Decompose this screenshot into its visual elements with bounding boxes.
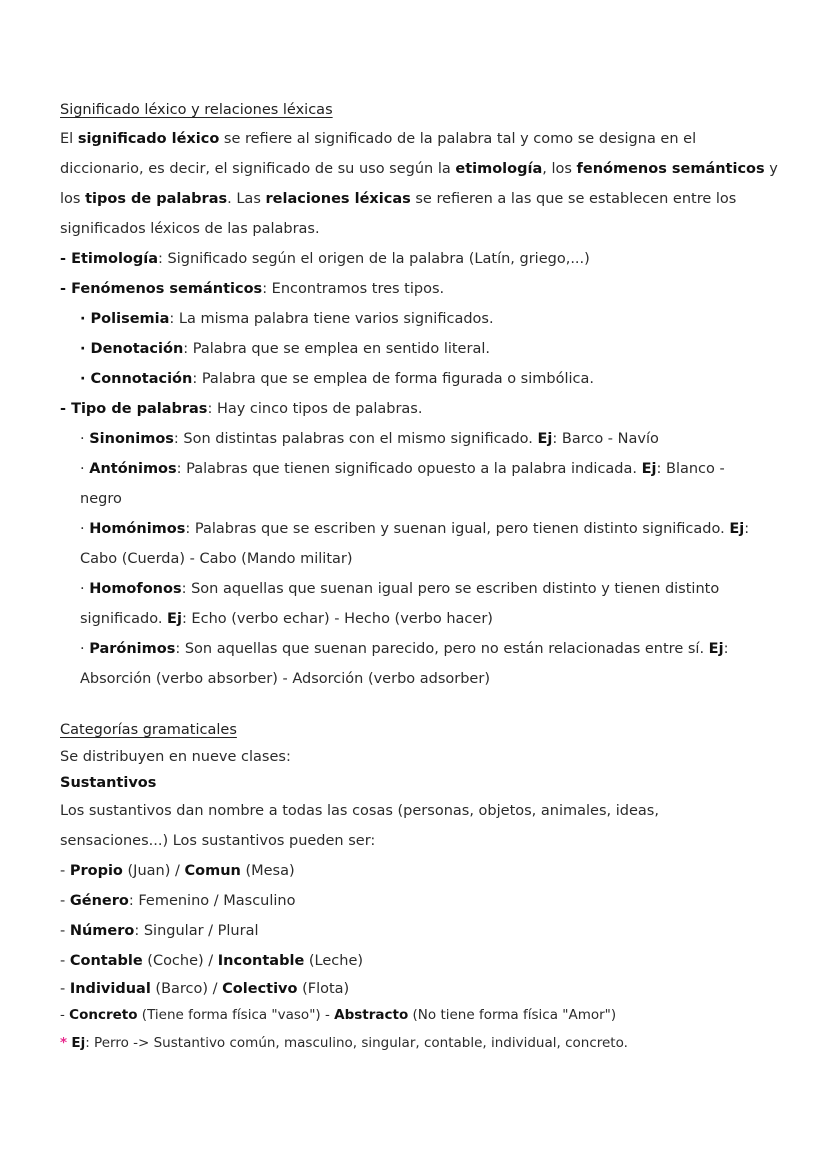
asterisk-icon: * — [60, 1035, 68, 1051]
tipos-item: - Tipo de palabras: Hay cinco tipos de palabras. — [60, 401, 423, 417]
intro-paragraph — [60, 124, 778, 244]
sustantivos-desc-line: Los sustantivos dan nombre a todas las cosas (personas, objetos, animales, ideas, — [60, 803, 659, 819]
sustantivo-type-item: - Individual (Barco) / Colectivo (Flota) — [60, 981, 350, 997]
tipo-subitem: · Homónimos: Palabras que se escriben y suenan igual, pero tienen distinto significado. Ej: — [80, 521, 750, 537]
section-spacer — [60, 694, 770, 716]
intro-line: diccionario, es decir, el significado de su uso según la etimología, los fenómenos semánticos y — [60, 161, 778, 177]
tipo-subitem: · Antónimos: Palabras que tienen significado opuesto a la palabra indicada. Ej: Blanco - — [80, 461, 725, 477]
tipo-subitem: · Parónimos: Son aquellas que suenan parecido, pero no están relacionadas entre sí. Ej: — [80, 641, 729, 657]
intro-line: significados léxicos de las palabras. — [60, 221, 320, 237]
fenomeno-subitem: · Connotación: Palabra que se emplea de forma figurada o simbólica. — [80, 371, 594, 387]
fenomenos-item: - Fenómenos semánticos: Encontramos tres tipos. — [60, 281, 445, 297]
intro-line: los tipos de palabras. Las relaciones léxicas se refieren a las que se establecen entre los — [60, 191, 737, 207]
sustantivos-desc-line: sensaciones...) Los sustantivos pueden ser: — [60, 833, 376, 849]
section-title-lexico: Significado léxico y relaciones léxicas — [60, 102, 333, 118]
tipo-subitem-continuation: negro — [80, 491, 122, 507]
sustantivo-type-item: - Número: Singular / Plural — [60, 923, 259, 939]
tipo-subitem: · Sinonimos: Son distintas palabras con el mismo significado. Ej: Barco - Navío — [80, 431, 659, 447]
fenomeno-subitem: · Polisemia: La misma palabra tiene varios significados. — [80, 311, 494, 327]
document-page — [60, 96, 778, 1058]
subsection-title-sustantivos: Sustantivos — [60, 775, 157, 791]
tipo-subitem-continuation: Cabo (Cuerda) - Cabo (Mando militar) — [80, 551, 353, 567]
intro-line: El significado léxico se refiere al significado de la palabra tal y como se designa en el — [60, 131, 697, 147]
sustantivo-example: * Ej: Perro -> Sustantivo común, masculino, singular, contable, individual, concreto. — [60, 1035, 628, 1051]
etimologia-item: - Etimología: Significado según el origen de la palabra (Latín, griego,...) — [60, 251, 590, 267]
sustantivo-type-item: - Contable (Coche) / Incontable (Leche) — [60, 953, 364, 969]
categorias-intro: Se distribuyen en nueve clases: — [60, 749, 291, 765]
fenomeno-subitem: · Denotación: Palabra que se emplea en sentido literal. — [80, 341, 490, 357]
tipo-subitem-continuation: Absorción (verbo absorber) - Adsorción (verbo adsorber) — [80, 671, 490, 687]
sustantivo-type-item: - Género: Femenino / Masculino — [60, 893, 296, 909]
sustantivo-type-item: - Propio (Juan) / Comun (Mesa) — [60, 863, 295, 879]
sustantivo-type-item: - Concreto (Tiene forma física "vaso") - Abstracto (No tiene forma física "Amor") — [60, 1007, 617, 1023]
tipo-subitem: · Homofonos: Son aquellas que suenan igual pero se escriben distinto y tienen distinto — [80, 581, 720, 597]
section-title-categorias: Categorías gramaticales — [60, 722, 237, 738]
tipo-subitem-continuation: significado. Ej: Echo (verbo echar) - Hecho (verbo hacer) — [80, 611, 493, 627]
